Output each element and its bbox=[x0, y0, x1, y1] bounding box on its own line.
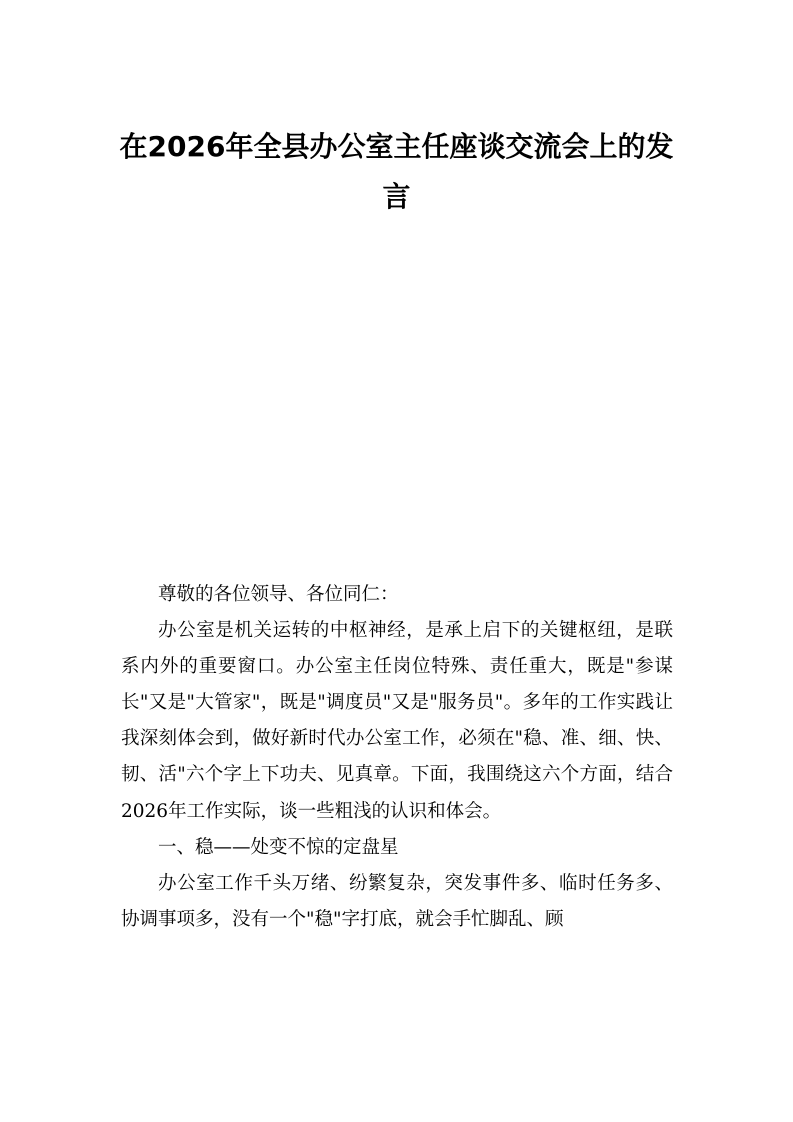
intro-paragraph: 办公室是机关运转的中枢神经，是承上启下的关键枢纽，是联系内外的重要窗口。办公室主任岗位特殊、责任重大，既是"参谋长"又是"大管家"，既是"调度员"又是"服务员"。多年的工作实践让我深刻体会到，做好新时代办公室工作，必须在"稳、准、细、快、韧、活"六个字上下功夫、见真章。下面，我围绕这六个方面，结合2026年工作实际，谈一些粗浅的认识和体会。 bbox=[121, 620, 673, 822]
document-body bbox=[121, 577, 673, 938]
salutation-paragraph: 尊敬的各位领导、各位同仁： bbox=[158, 584, 399, 605]
document-title: 在2026年全县办公室主任座谈交流会上的发言 bbox=[119, 130, 674, 213]
section-heading-1: 一、稳——处变不惊的定盘星 bbox=[158, 836, 399, 858]
section-1-paragraph: 办公室工作千头万绪、纷繁复杂，突发事件多、临时任务多、协调事项多，没有一个"稳"字打底，就会手忙脚乱、顾 bbox=[121, 872, 673, 930]
